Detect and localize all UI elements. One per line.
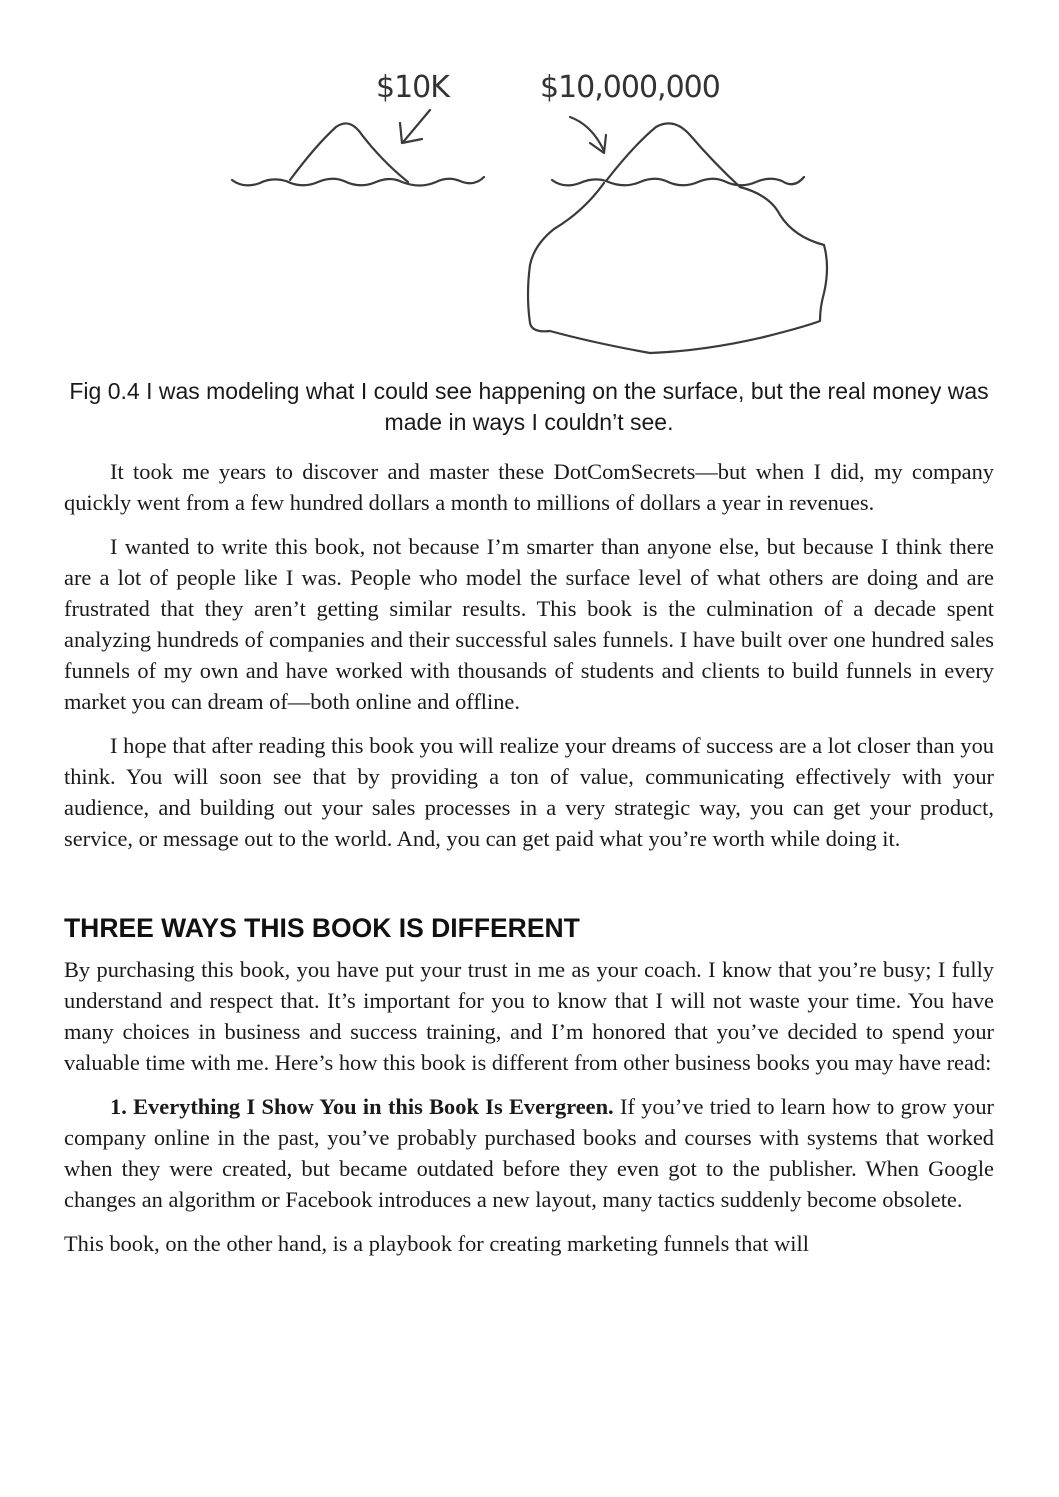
large-label-arrow (570, 117, 604, 151)
large-iceberg-underwater (528, 183, 827, 353)
section-heading: THREE WAYS THIS BOOK IS DIFFERENT (64, 913, 580, 943)
small-iceberg-water (232, 177, 484, 186)
large-iceberg-tip (606, 123, 740, 187)
iceberg-figure (64, 55, 994, 365)
closing-paragraph: This book, on the other hand, is a playbook for creating marketing funnels that will (64, 1231, 809, 1256)
small-value-label: $10K (376, 70, 449, 105)
paragraph-1: It took me years to discover and master these DotComSecrets—but when I did, my company quickly went from a few hundred dollars a month to millions of dollars a year in revenues. (64, 459, 994, 515)
paragraph-3: I hope that after reading this book you will realize your dreams of success are a lot closer than you think. You will soon see that by providing a ton of value, communicating effectively with your audience, and building out your sales processes in a very strategic way, you can get your product, service, or message out to the world. And, you can get paid what you’re worth while doing it. (64, 733, 994, 851)
small-iceberg-tip (290, 123, 408, 182)
small-label-arrow (404, 110, 430, 141)
section-intro: By purchasing this book, you have put your trust in me as your coach. I know that you’re busy; I fully understand and respect that. It’s important for you to know that I will not waste your time. You have many choices in business and success training, and I’m honored that you’ve decided to spend your valuable time with me. Here’s how this book is different from other business books you may have read: (64, 957, 994, 1075)
large-value-label: $10,000,000 (540, 70, 720, 105)
large-iceberg-water (552, 177, 804, 185)
body-text (64, 456, 994, 1272)
point-1-title: 1. Everything I Show You in this Book Is Evergreen. (110, 1094, 614, 1119)
paragraph-2: I wanted to write this book, not because I’m smarter than anyone else, but because I think there are a lot of people like I was. People who model the surface level of what others are doing and are frustrated that they aren’t getting similar results. This book is the culmination of a decade spent analyzing hundreds of companies and their successful sales funnels. I have built over one hundred sales funnels of my own and have worked with thousands of students and clients to build funnels in every market you can dream of—both online and offline. (64, 534, 994, 714)
point-1-text: If you’ve tried to learn how to grow your company online in the past, you’ve probably purchased books and courses with systems that worked when they were created, but became outdated before they even got to the publisher. When Google changes an algorithm or Facebook introduces a new layout, many tactics suddenly become obsolete. (64, 1094, 994, 1212)
iceberg-illustration (64, 55, 994, 365)
point-1 (64, 1091, 994, 1215)
figure-caption: Fig 0.4 I was modeling what I could see happening on the surface, but the real money was made in ways I couldn’t see. (69, 378, 989, 435)
